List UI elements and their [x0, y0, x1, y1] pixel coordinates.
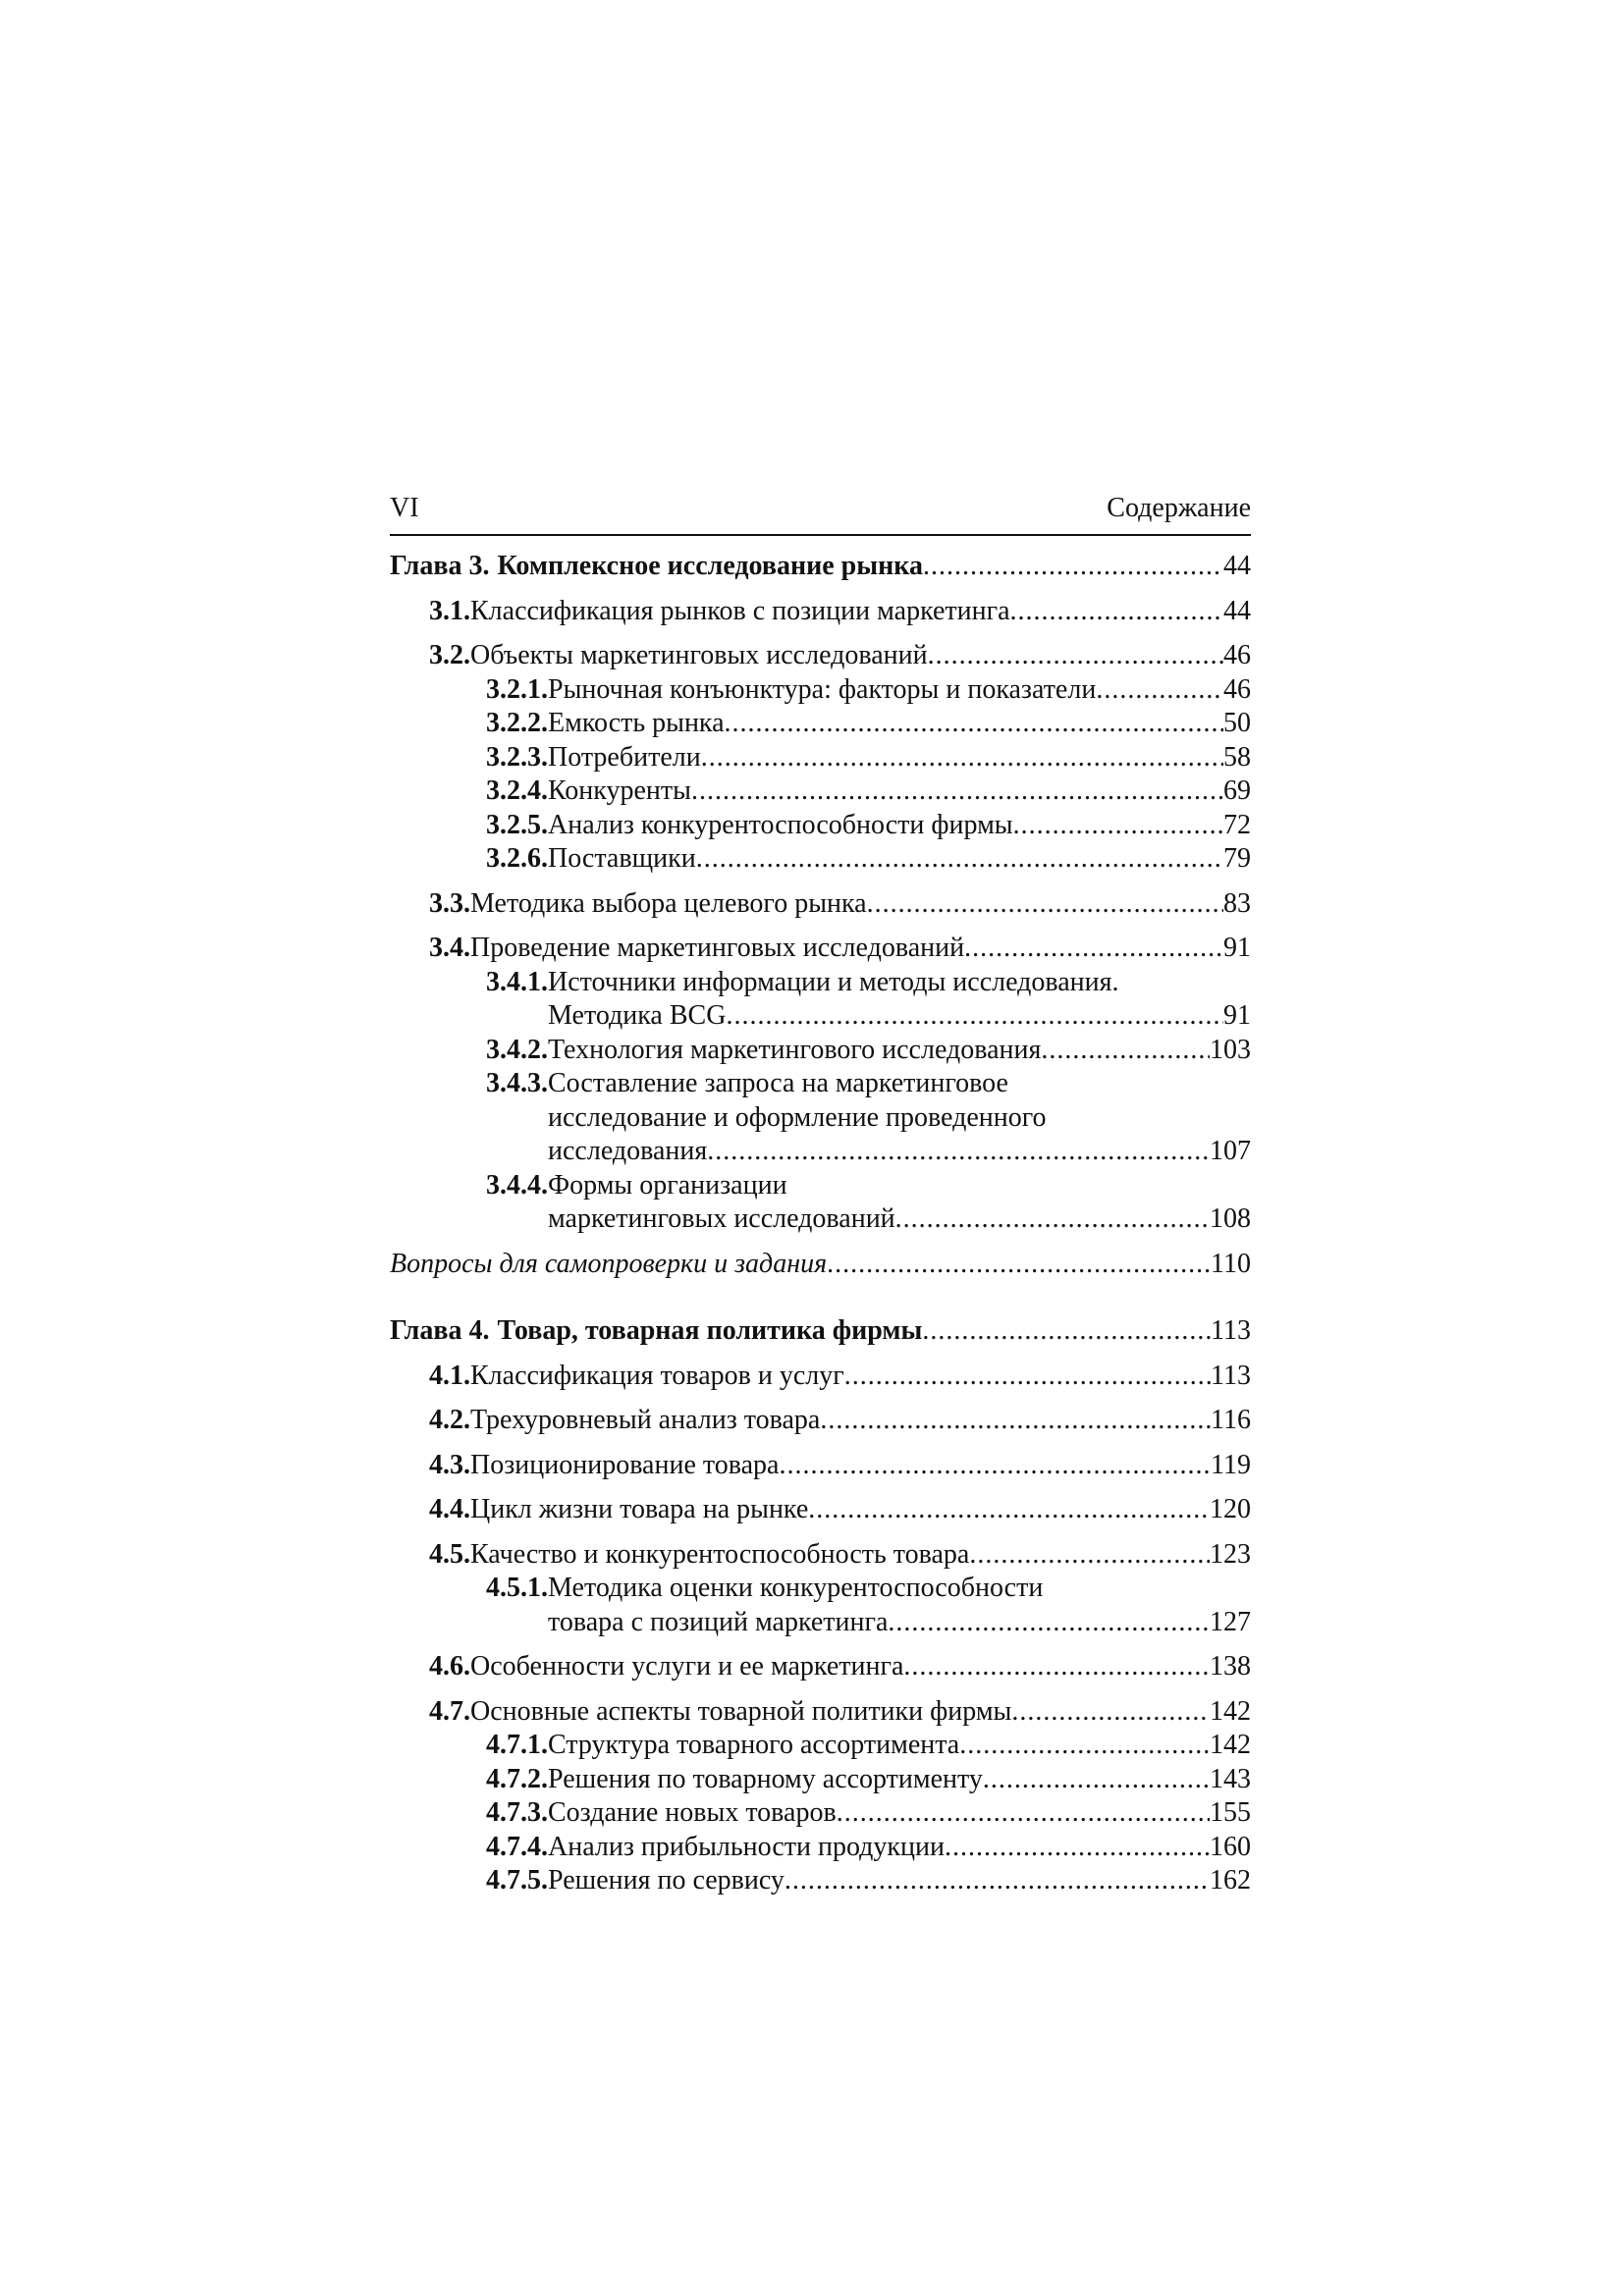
toc-title-line: исследования: [548, 1136, 708, 1166]
toc-page-number: 79: [1223, 843, 1251, 874]
toc-number: 3.4.: [429, 933, 470, 963]
toc-subsection-3-2-1[interactable]: [390, 673, 1251, 708]
dot-leader: [696, 842, 1223, 877]
toc-title: Цикл жизни товара на рынке: [470, 1494, 809, 1524]
dot-leader: [964, 932, 1223, 966]
toc-title: Анализ конкурентоспособности фирмы: [548, 809, 1013, 840]
toc-chapter-4[interactable]: [390, 1314, 1251, 1349]
toc-questions-3[interactable]: [390, 1248, 1251, 1282]
toc-page-number: 127: [1210, 1606, 1251, 1637]
dot-leader: [701, 741, 1223, 775]
dot-leader: [725, 707, 1223, 741]
toc-page-number: 155: [1210, 1797, 1251, 1828]
page-number: VI: [390, 493, 419, 523]
toc-number: 4.7.5.: [486, 1865, 548, 1896]
toc-title: Особенности услуги и ее маркетинга: [470, 1651, 904, 1682]
toc-title: Анализ прибыльности продукции: [548, 1831, 945, 1862]
toc-page-number: 50: [1223, 708, 1251, 738]
dot-leader: [1013, 809, 1223, 843]
dot-leader: [808, 1493, 1210, 1527]
dot-leader: [1041, 1034, 1210, 1068]
table-of-contents: [390, 550, 1251, 1898]
toc-number: 4.6.: [429, 1651, 470, 1682]
dot-leader: [928, 639, 1223, 673]
toc-page-number: 160: [1210, 1831, 1251, 1862]
toc-section-4-1[interactable]: [390, 1360, 1251, 1394]
toc-subsection-4-7-3[interactable]: [390, 1796, 1251, 1831]
dot-leader: [895, 1202, 1210, 1237]
dot-leader: [888, 1606, 1210, 1640]
toc-section-3-2[interactable]: [390, 639, 1251, 673]
toc-page-number: 91: [1223, 1000, 1251, 1031]
toc-title: Решения по сервису: [548, 1865, 784, 1896]
toc-number: 3.2.2.: [486, 708, 548, 738]
toc-page-number: 103: [1210, 1034, 1251, 1065]
toc-section-4-6[interactable]: [390, 1650, 1251, 1684]
toc-number: 3.4.2.: [486, 1034, 548, 1065]
toc-title: Классификация рынков с позиции маркетинга: [470, 595, 1010, 626]
toc-title: Поставщики: [548, 843, 696, 874]
toc-section-3-1[interactable]: [390, 595, 1251, 629]
dot-leader: [820, 1404, 1211, 1438]
toc-title: Классификация товаров и услуг: [470, 1360, 844, 1391]
dot-leader: [959, 1729, 1210, 1763]
toc-number: 3.4.1.: [486, 966, 548, 997]
toc-subsection-3-2-4[interactable]: [390, 774, 1251, 809]
toc-title: Качество и конкурентоспособность товара: [470, 1538, 970, 1570]
toc-title: Основные аспекты товарной политики фирмы: [470, 1695, 1012, 1727]
book-page: [390, 487, 1251, 1898]
dot-leader: [903, 1650, 1210, 1684]
toc-number: 3.4.4.: [486, 1169, 548, 1201]
toc-title: Вопросы для самопроверки и задания: [390, 1248, 828, 1279]
dot-leader: [827, 1248, 1211, 1282]
dot-leader: [726, 999, 1223, 1034]
toc-page-number: 120: [1210, 1494, 1251, 1524]
toc-subsection-4-7-2[interactable]: [390, 1763, 1251, 1797]
toc-section-4-7[interactable]: [390, 1695, 1251, 1730]
toc-title: Рыночная конъюнктура: факторы и показатели: [548, 673, 1097, 705]
running-head: [390, 487, 1251, 530]
toc-page-number: 142: [1210, 1695, 1251, 1727]
toc-page-number: 113: [1211, 1360, 1251, 1391]
toc-page-number: 110: [1211, 1248, 1251, 1279]
toc-number: 3.3.: [429, 887, 470, 919]
toc-number: Глава 3.: [390, 551, 490, 581]
dot-leader: [983, 1763, 1210, 1797]
toc-title-line: Формы организации: [548, 1169, 787, 1201]
toc-number: 4.1.: [429, 1360, 470, 1391]
toc-number: 3.1.: [429, 595, 470, 626]
dot-leader: [844, 1360, 1211, 1394]
toc-title-line: Источники информации и методы исследования.: [548, 966, 1119, 997]
toc-number: 4.2.: [429, 1405, 470, 1435]
dot-leader: [867, 887, 1223, 922]
dot-leader: [923, 550, 1223, 584]
dot-leader: [922, 1314, 1211, 1349]
toc-page-number: 119: [1211, 1449, 1251, 1480]
toc-page-number: 162: [1210, 1865, 1251, 1896]
toc-subsection-3-4-3[interactable]: [390, 1067, 1251, 1169]
toc-subsection-3-4-1[interactable]: [390, 966, 1251, 1034]
toc-number: 3.2.1.: [486, 673, 548, 705]
toc-number: Глава 4.: [390, 1315, 490, 1346]
toc-subsection-4-7-1[interactable]: [390, 1729, 1251, 1763]
toc-section-4-3[interactable]: [390, 1449, 1251, 1483]
toc-page-number: 123: [1210, 1538, 1251, 1570]
toc-page-number: 58: [1223, 741, 1251, 773]
toc-page-number: 142: [1210, 1730, 1251, 1760]
dot-leader: [784, 1864, 1210, 1898]
toc-subsection-3-2-2[interactable]: [390, 707, 1251, 741]
toc-page-number: 72: [1223, 809, 1251, 840]
toc-title: Объекты маркетинговых исследований: [470, 640, 928, 670]
toc-title-line: Методика оценки конкурентоспособности: [548, 1573, 1044, 1603]
toc-page-number: 46: [1223, 673, 1251, 705]
toc-page-number: 46: [1223, 640, 1251, 670]
toc-subsection-3-2-6[interactable]: [390, 842, 1251, 877]
toc-subsection-3-4-4[interactable]: [390, 1169, 1251, 1237]
toc-number: 3.2.: [429, 640, 470, 670]
dot-leader: [707, 1135, 1210, 1169]
dot-leader: [1011, 1695, 1210, 1730]
toc-section-3-3[interactable]: [390, 887, 1251, 922]
toc-page-number: 138: [1210, 1651, 1251, 1682]
toc-page-number: 83: [1223, 887, 1251, 919]
dot-leader: [1096, 673, 1223, 708]
toc-section-4-5[interactable]: [390, 1538, 1251, 1573]
toc-title-line: Составление запроса на маркетинговое: [548, 1068, 1008, 1098]
toc-subsection-4-7-4[interactable]: [390, 1831, 1251, 1865]
toc-number: 4.5.: [429, 1538, 470, 1570]
toc-title-line: маркетинговых исследований: [548, 1203, 895, 1234]
toc-subsection-3-4-2[interactable]: [390, 1034, 1251, 1068]
toc-number: 4.5.1.: [486, 1573, 548, 1603]
dot-leader: [1010, 595, 1223, 629]
toc-number: 4.7.1.: [486, 1730, 548, 1760]
toc-subsection-3-2-3[interactable]: [390, 741, 1251, 775]
toc-page-number: 44: [1223, 551, 1251, 581]
toc-number: 3.2.4.: [486, 775, 548, 806]
toc-page-number: 113: [1211, 1315, 1251, 1346]
toc-number: 4.7.3.: [486, 1797, 548, 1828]
toc-title: Емкость рынка: [548, 708, 725, 738]
toc-number: 3.4.3.: [486, 1068, 548, 1098]
toc-page-number: 107: [1210, 1136, 1251, 1166]
toc-subsection-4-7-5[interactable]: [390, 1864, 1251, 1898]
toc-page-number: 91: [1223, 933, 1251, 963]
toc-section-3-4[interactable]: [390, 932, 1251, 966]
toc-page-number: 44: [1223, 595, 1251, 626]
toc-number: 4.7.: [429, 1695, 470, 1727]
toc-title-line: исследование и оформление проведенного: [548, 1101, 1047, 1133]
toc-page-number: 143: [1210, 1763, 1251, 1794]
toc-title: Товар, товарная политика фирмы: [497, 1315, 923, 1346]
toc-number: 3.2.6.: [486, 843, 548, 874]
toc-title: Структура товарного ассортимента: [548, 1730, 960, 1760]
toc-title: Комплексное исследование рынка: [497, 551, 923, 581]
toc-title: Создание новых товаров: [548, 1797, 837, 1828]
toc-title: Технология маркетингового исследования: [548, 1034, 1042, 1065]
toc-section-4-4[interactable]: [390, 1493, 1251, 1527]
toc-number: 4.3.: [429, 1449, 470, 1480]
dot-leader: [945, 1831, 1210, 1865]
toc-section-4-2[interactable]: [390, 1404, 1251, 1438]
toc-number: 3.2.3.: [486, 741, 548, 773]
toc-title: Решения по товарному ассортименту: [548, 1763, 983, 1794]
toc-title-line: Методика BCG: [548, 1000, 727, 1031]
toc-title: Проведение маркетинговых исследований: [470, 933, 965, 963]
toc-subsection-4-5-1[interactable]: [390, 1572, 1251, 1639]
toc-number: 4.4.: [429, 1494, 470, 1524]
toc-page-number: 108: [1210, 1203, 1251, 1234]
toc-chapter-3[interactable]: [390, 550, 1251, 584]
running-title: Содержание: [1107, 493, 1251, 523]
toc-title-line: товара с позиций маркетинга: [548, 1606, 889, 1637]
toc-title: Позиционирование товара: [470, 1449, 780, 1480]
toc-title: Конкуренты: [548, 775, 691, 806]
toc-number: 4.7.4.: [486, 1831, 548, 1862]
toc-number: 4.7.2.: [486, 1763, 548, 1794]
toc-title: Трехуровневый анализ товара: [470, 1405, 821, 1435]
dot-leader: [691, 774, 1223, 809]
toc-number: 3.2.5.: [486, 809, 548, 840]
header-rule: [390, 534, 1251, 536]
toc-page-number: 69: [1223, 775, 1251, 806]
dot-leader: [837, 1796, 1210, 1831]
dot-leader: [969, 1538, 1210, 1573]
toc-page-number: 116: [1211, 1405, 1251, 1435]
toc-title: Методика выбора целевого рынка: [470, 887, 867, 919]
toc-subsection-3-2-5[interactable]: [390, 809, 1251, 843]
dot-leader: [779, 1449, 1211, 1483]
toc-title: Потребители: [548, 741, 701, 773]
